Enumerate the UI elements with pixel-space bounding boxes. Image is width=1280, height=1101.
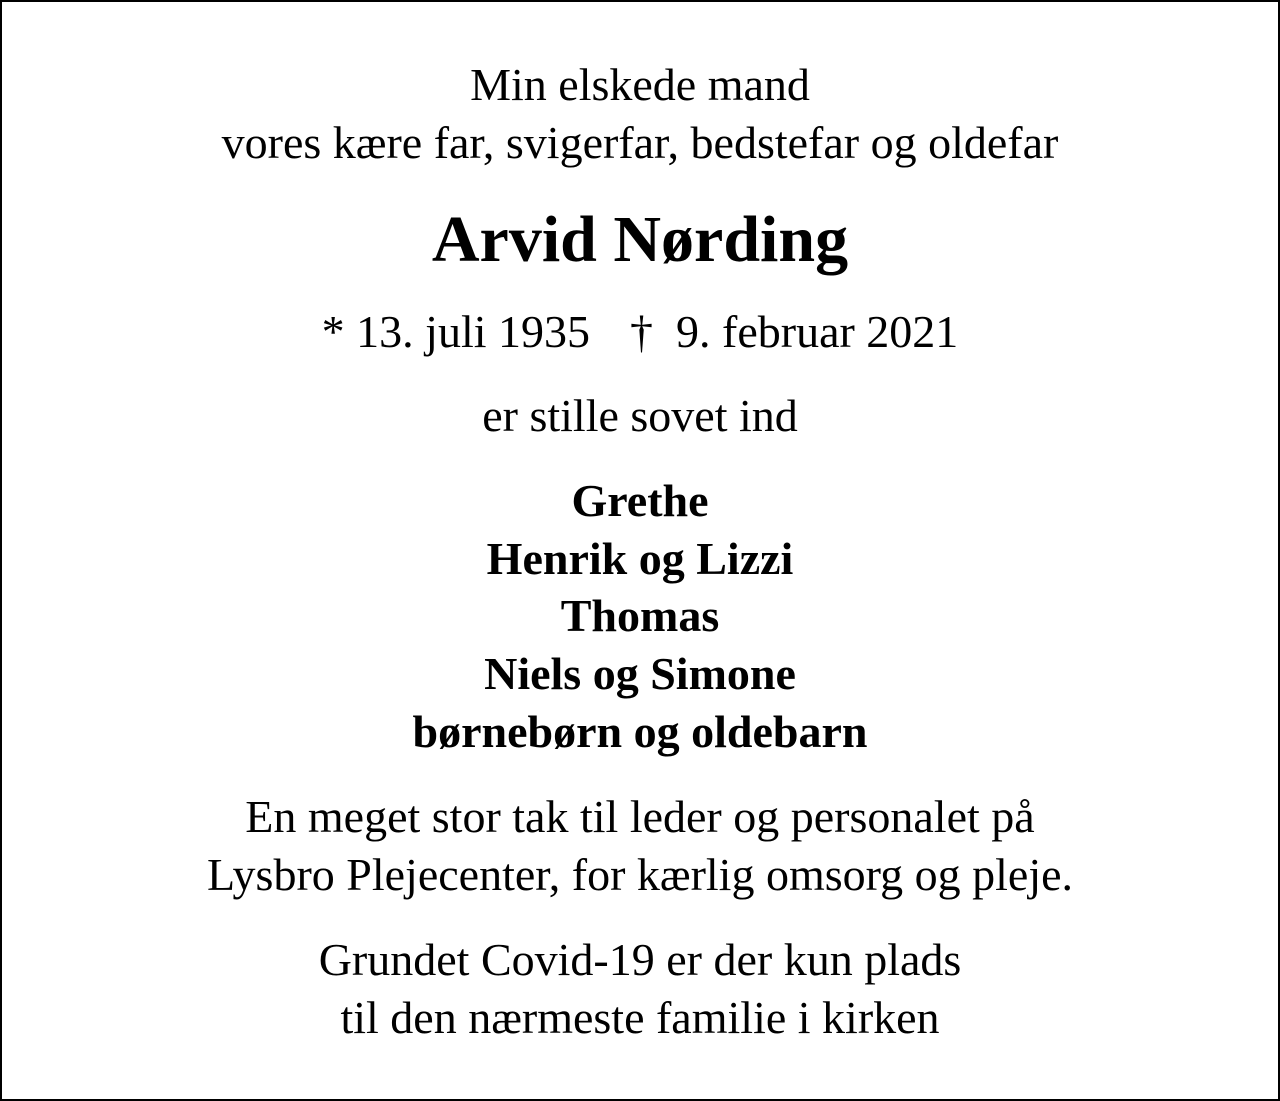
- intro-line-2: vores kære far, svigerfar, bedstefar og oldefar: [221, 117, 1059, 168]
- notice-line-1: Grundet Covid-19 er der kun plads: [318, 934, 962, 985]
- notice-line-2: til den nærmeste familie i kirken: [340, 992, 940, 1043]
- family-member: børnebørn og oldebarn: [412, 706, 868, 757]
- passed-text: er stille sovet ind: [482, 390, 798, 441]
- thanks-line-1: En meget stor tak til leder og personalet på: [245, 791, 1035, 842]
- death-date: † 9. februar 2021: [630, 306, 959, 357]
- dates: [2, 305, 1278, 358]
- family-member: Henrik og Lizzi: [486, 533, 794, 584]
- family-member: Niels og Simone: [484, 648, 796, 699]
- family-member: Grethe: [571, 475, 709, 526]
- intro-line-1: Min elskede mand: [470, 59, 810, 110]
- birth-date: * 13. juli 1935: [321, 306, 591, 357]
- family-member: Thomas: [560, 590, 720, 641]
- thanks-line-2: Lysbro Plejecenter, for kærlig omsorg og pleje.: [206, 849, 1074, 900]
- deceased-name: Arvid Nørding: [431, 203, 849, 276]
